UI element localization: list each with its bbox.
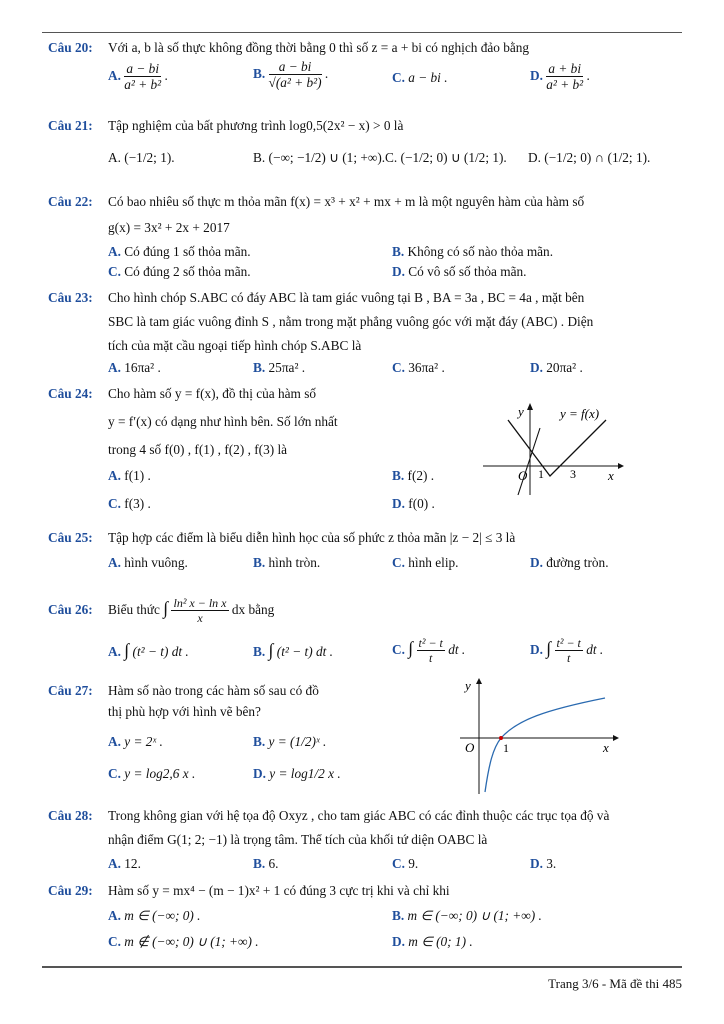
q26-a-text: (t² − t) dt . xyxy=(132,644,189,659)
q25-stem xyxy=(48,530,515,546)
q26-d-text: dt . xyxy=(586,642,604,658)
q25-option-d: D. đường tròn. xyxy=(530,555,609,570)
q27-text1: Hàm số nào trong các hàm số sau có đồ xyxy=(108,683,319,698)
q29-c-text: m ∉ (−∞; 0) ∪ (1; +∞) . xyxy=(124,934,259,949)
q24-ylabel: y xyxy=(518,404,524,419)
q27-a-text: y = 2ˣ . xyxy=(124,734,163,749)
q28-option-b: B. 6. xyxy=(253,856,279,871)
q20-option-a: A. $\frac{a - bi}{\text{a² + b²}}$ . xyxy=(108,61,168,92)
q24-b-text: f(2) . xyxy=(407,468,435,483)
q24-line3: trong 4 số f(0) , f(1) , f(2) , f(3) là xyxy=(108,442,288,457)
q25-number: Câu 25: xyxy=(48,530,93,545)
q28-option-c: C. 9. xyxy=(392,856,419,871)
q24-graph xyxy=(478,400,628,500)
q27-line2: thị phù hợp với hình vẽ bên? xyxy=(108,704,261,719)
q27-number: Câu 27: xyxy=(48,683,93,698)
q21-option-d: D. (−1/2; 0) ∩ (1/2; 1). xyxy=(528,150,651,165)
q21-stem xyxy=(48,118,403,134)
q26-c-text: dt . xyxy=(448,642,466,658)
q23-number: Câu 23: xyxy=(48,290,93,305)
q22-number: Câu 22: xyxy=(48,194,93,209)
q24-option-d: D. f(0) . xyxy=(392,496,435,511)
q27-tick1: 1 xyxy=(503,741,509,755)
q29-option-c: C. m ∉ (−∞; 0) ∪ (1; +∞) . xyxy=(108,934,259,949)
bottom-rule xyxy=(42,966,682,968)
q29-option-d: D. m ∈ (0; 1) . xyxy=(392,934,473,949)
q24-y-arrow xyxy=(527,403,533,410)
q23-option-c: C. 36πa² . xyxy=(392,360,445,375)
q25-b-text: hình tròn. xyxy=(268,555,321,570)
q20-label-b: B. xyxy=(253,66,266,82)
q21-option-c: C. (−1/2; 0) ∪ (1/2; 1). xyxy=(385,150,507,165)
q24-number: Câu 24: xyxy=(48,386,93,401)
q28-d-text: 3. xyxy=(546,856,557,871)
q26-text: Biểu thức xyxy=(108,602,160,618)
q21-text: Tập nghiệm của bất phương trình log0,5(2x² − x) > 0 là xyxy=(108,118,404,133)
q27-origin: O xyxy=(465,740,475,755)
q20-number: Câu 20: xyxy=(48,40,93,55)
q24-xlabel: x xyxy=(608,468,614,483)
q24-d-text: f(0) . xyxy=(408,496,435,511)
q27-option-c: C. y = log2,6 x . xyxy=(108,766,196,781)
q29-text: Hàm số y = mx⁴ − (m − 1)x² + 1 có đúng 3 cực trị khi và chỉ khi xyxy=(108,883,450,898)
top-rule xyxy=(42,32,682,33)
q23-line1 xyxy=(48,290,584,306)
q26-option-a: A. ∫ (t² − t) dt . xyxy=(108,640,189,660)
q20-label-d: D. xyxy=(530,68,543,84)
q29-number: Câu 29: xyxy=(48,883,93,898)
q23-c-text: 36πa² . xyxy=(408,360,445,375)
q20-label-a: A. xyxy=(108,68,121,84)
q25-d-text: đường tròn. xyxy=(546,555,609,570)
q26-option-c: C. ∫ $\frac{\text{t² − t}}{t}$ dt . xyxy=(392,636,466,665)
q20-option-b: B. $\frac{a - bi}{\text{√(a² + b²)}}$ . xyxy=(253,59,329,90)
q24-tick3: 3 xyxy=(570,467,576,481)
q21-number: Câu 21: xyxy=(48,118,93,133)
q20-c-text: a − bi . xyxy=(408,70,448,85)
q29-stem xyxy=(48,883,450,899)
q27-x-arrow xyxy=(613,735,619,741)
q26-stem: Câu 26: Biểu thức ∫ $\frac{\text{ln² x − ln x}}{x}$ dx bằng xyxy=(48,596,275,625)
q21-option-a: A. (−1/2; 1). xyxy=(108,150,175,165)
q26-option-d: D. ∫ $\frac{\text{t² − t}}{t}$ dt . xyxy=(530,636,604,665)
q23-option-d: D. 20πa² . xyxy=(530,360,583,375)
q24-tick1: 1 xyxy=(538,467,544,481)
q22-text: Có bao nhiêu số thực m thỏa mãn f(x) = x³ + x² + mx + m là một nguyên hàm của hàm số xyxy=(108,194,585,209)
q28-option-a: A. 12. xyxy=(108,856,141,871)
q22-d-text: Có vô số số thỏa mãn. xyxy=(408,264,527,279)
q22-option-b: B. Không có số nào thỏa mãn. xyxy=(392,244,554,259)
q20-text: Với a, b là số thực không đồng thời bằng 0 thì số z = a + bi có nghịch đảo bằng xyxy=(108,40,530,55)
q28-option-d: D. 3. xyxy=(530,856,557,871)
q29-b-text: m ∈ (−∞; 0) ∪ (1; +∞) . xyxy=(407,908,542,923)
q26-text-end: dx bằng xyxy=(231,602,275,618)
q27-graph xyxy=(455,676,625,796)
q27-option-d: D. y = log1/2 x . xyxy=(253,766,341,781)
q27-d-text: y = log1/2 x . xyxy=(269,766,341,781)
q25-text: Tập hợp các điểm là biểu diễn hình học của số phức z thỏa mãn |z − 2| ≤ 3 là xyxy=(108,530,516,545)
q23-option-b: B. 25πa² . xyxy=(253,360,306,375)
q20-option-d: D. $\frac{a + bi}{\text{a² + b²}}$ . xyxy=(530,61,590,92)
q24-line1 xyxy=(48,386,316,402)
q27-option-a: A. y = 2ˣ . xyxy=(108,734,163,749)
q22-option-d: D. Có vô số số thỏa mãn. xyxy=(392,264,527,279)
q22-stem xyxy=(48,194,584,210)
q28-a-text: 12. xyxy=(124,856,141,871)
q28-number: Câu 28: xyxy=(48,808,93,823)
q28-c-text: 9. xyxy=(408,856,419,871)
q24-option-b: B. f(2) . xyxy=(392,468,435,483)
q29-option-b: B. m ∈ (−∞; 0) ∪ (1; +∞) . xyxy=(392,908,542,923)
q25-option-c: C. hình elip. xyxy=(392,555,459,570)
q24-text1: Cho hàm số y = f(x), đồ thị của hàm số xyxy=(108,386,317,401)
q28-text1: Trong không gian với hệ tọa độ Oxyz , cho tam giác ABC có các đỉnh thuộc các trục tọa độ và xyxy=(108,808,610,823)
q27-y-arrow xyxy=(476,678,482,684)
q25-c-text: hình elip. xyxy=(408,555,459,570)
q23-a-text: 16πa² . xyxy=(124,360,161,375)
q29-option-a: A. m ∈ (−∞; 0) . xyxy=(108,908,201,923)
q26-b-text: (t² − t) dt . xyxy=(276,644,333,659)
q27-ylabel: y xyxy=(465,678,471,693)
q20-option-c xyxy=(392,70,448,86)
q22-option-a: A. Có đúng 1 số thỏa mãn. xyxy=(108,244,251,259)
q24-title: y = f(x) xyxy=(560,406,600,421)
q27-option-b: B. y = (1/2)ˣ . xyxy=(253,734,327,749)
q27-xlabel: x xyxy=(603,740,609,755)
page-footer: Trang 3/6 - Mã đề thi 485 xyxy=(548,976,682,991)
q24-origin: O xyxy=(518,468,528,483)
q24-line2: y = f′(x) có dạng như hình bên. Số lớn nhất xyxy=(108,414,338,429)
q23-d-text: 20πa² . xyxy=(546,360,583,375)
q25-a-text: hình vuông. xyxy=(124,555,188,570)
q20-stem xyxy=(48,40,529,56)
q23-text1: Cho hình chóp S.ABC có đáy ABC là tam giác vuông tại B , BA = 3a , BC = 4a , mặt bên xyxy=(108,290,585,305)
q22-b-text: Không có số nào thỏa mãn. xyxy=(407,244,554,259)
q21-option-b: B. (−∞; −1/2) ∪ (1; +∞). xyxy=(253,150,386,165)
q25-option-a: A. hình vuông. xyxy=(108,555,188,570)
q28-line1 xyxy=(48,808,609,824)
q26-number: Câu 26: xyxy=(48,602,93,618)
q29-a-text: m ∈ (−∞; 0) . xyxy=(124,908,201,923)
q23-b-text: 25πa² . xyxy=(268,360,306,375)
q24-option-a: A. f(1) . xyxy=(108,468,151,483)
q20-label-c: C. xyxy=(392,70,405,85)
q27-line1 xyxy=(48,683,319,699)
q22-option-c: C. Có đúng 2 số thỏa mãn. xyxy=(108,264,251,279)
q22-text2: g(x) = 3x² + 2x + 2017 xyxy=(108,220,230,235)
q26-option-b: B. ∫ (t² − t) dt . xyxy=(253,640,333,660)
q28-line2: nhận điểm G(1; 2; −1) là trọng tâm. Thể tích của khối tứ diện OABC là xyxy=(108,832,488,847)
q29-d-text: m ∈ (0; 1) . xyxy=(408,934,473,949)
q22-a-text: Có đúng 1 số thỏa mãn. xyxy=(124,244,251,259)
q27-point xyxy=(499,736,503,740)
q22-c-text: Có đúng 2 số thỏa mãn. xyxy=(124,264,251,279)
q28-b-text: 6. xyxy=(268,856,279,871)
q23-line2: SBC là tam giác vuông đỉnh S , nằm trong mặt phẳng vuông góc với mặt đáy (ABC) . Diện xyxy=(108,314,594,329)
q23-line3: tích của mặt cầu ngoại tiếp hình chóp S.ABC là xyxy=(108,338,362,353)
q24-a-text: f(1) . xyxy=(124,468,151,483)
q23-option-a: A. 16πa² . xyxy=(108,360,161,375)
q27-c-text: y = log2,6 x . xyxy=(124,766,196,781)
q24-x-arrow xyxy=(618,463,624,469)
q24-option-c: C. f(3) . xyxy=(108,496,151,511)
q27-b-text: y = (1/2)ˣ . xyxy=(268,734,327,749)
q24-c-text: f(3) . xyxy=(124,496,151,511)
q25-option-b: B. hình tròn. xyxy=(253,555,321,570)
